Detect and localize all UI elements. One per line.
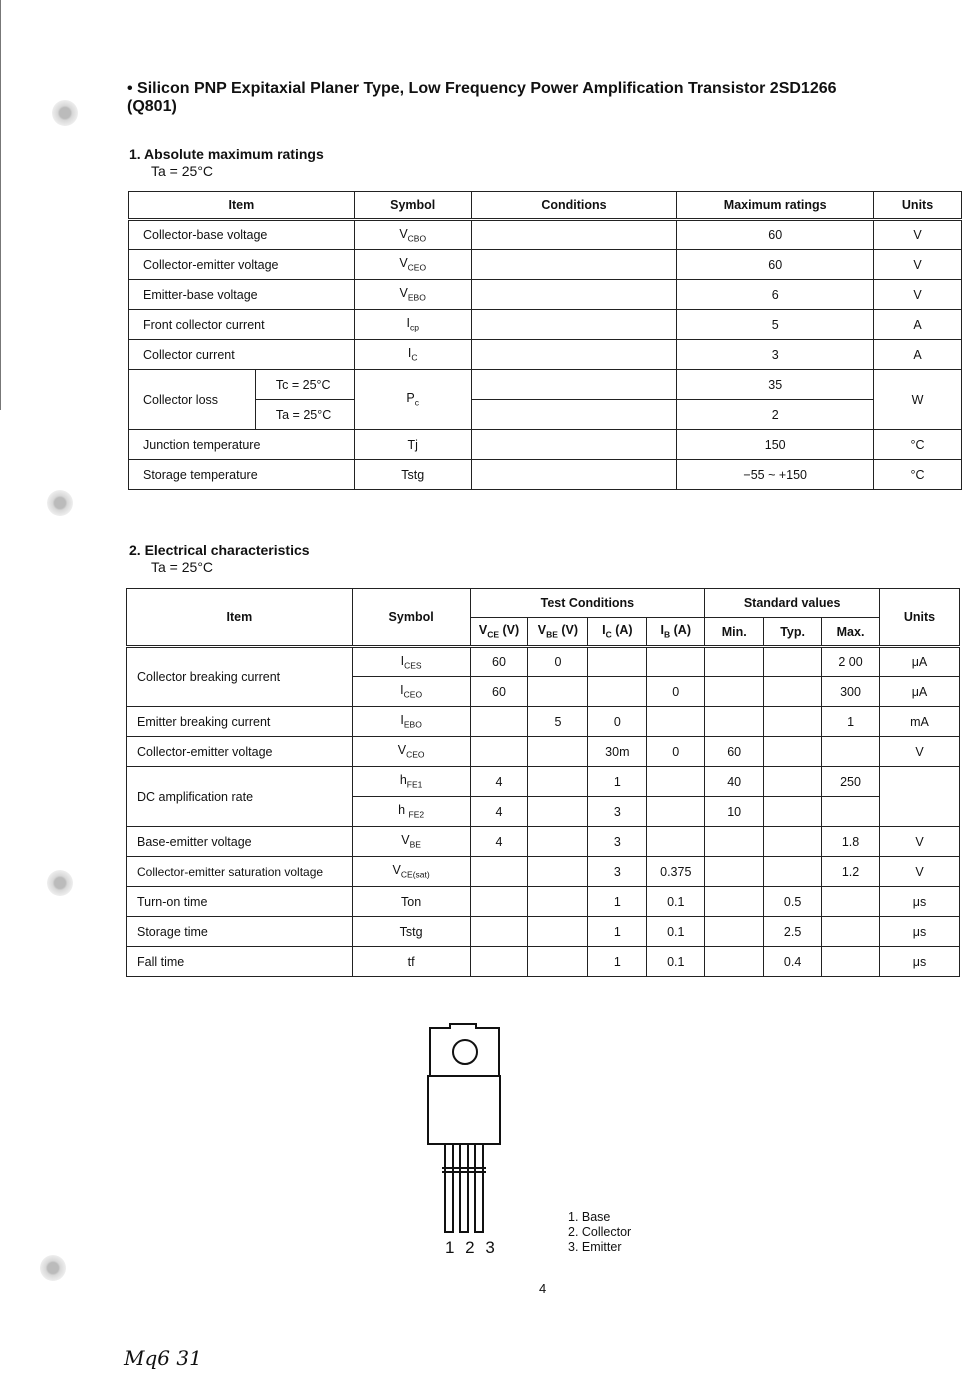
table-row: Fall time tf 1 0.1 0.4 μs (127, 947, 960, 977)
package-tab (430, 1024, 499, 1076)
table-row: Collector-emitter voltage $V_{CEO}$ 30m 0 60 V (127, 737, 960, 767)
t2-header-max: Max. (822, 618, 880, 647)
table-row: Turn-on time Ton 1 0.1 0.5 μs (127, 887, 960, 917)
page-edge-line (0, 0, 1, 410)
table-row: Emitter-base voltage $V_{EBO}$ 6 V (129, 280, 962, 310)
pin-legend (568, 1210, 631, 1255)
table-row: Storage temperature Tstg −55 ~ +150 °C (129, 460, 962, 490)
t2-header-vbe: $V_{BE}$ (V) (528, 618, 588, 647)
table-row: Collector-emitter saturation voltage $V_{CE(sat)}$ 3 0.375 1.2 V (127, 857, 960, 887)
punch-hole-4 (40, 1255, 66, 1281)
lead-3 (475, 1144, 483, 1232)
handwritten-note: Mq6 31 (124, 1346, 202, 1370)
legend-item: 2. Collector (568, 1225, 632, 1239)
table-row: Front collector current $I_{cp}$ 5 A (129, 310, 962, 340)
lead-2 (460, 1144, 468, 1232)
section2-condition: Ta = 25°C (151, 559, 214, 575)
t2-header-symbol: Symbol (352, 589, 470, 647)
table-row: h $_{FE2}$ 4 3 10 (127, 797, 960, 827)
table-row: Storage time Tstg 1 0.1 2.5 μs (127, 917, 960, 947)
t2-header-test: Test Conditions (470, 589, 705, 618)
t2-header-min: Min. (705, 618, 764, 647)
t2-header-units: Units (880, 589, 960, 647)
table-row: Ta = 25°C 2 (129, 400, 962, 430)
t1-header-symbol: Symbol (354, 192, 471, 220)
legend-item: 3. Emitter (568, 1240, 622, 1254)
section1-condition: Ta = 25°C (151, 163, 214, 179)
table-row: Base-emitter voltage $V_{BE}$ 4 3 1.8 V (127, 827, 960, 857)
t2-header-ib: $I_B$ (A) (647, 618, 705, 647)
punch-hole-2 (47, 490, 73, 516)
legend-item: 1. Base (568, 1210, 611, 1224)
table-row: DC amplification rate $h_{FE1}$ 4 1 40 250 (127, 767, 960, 797)
table-row: Emitter breaking current $I_{EBO}$ 5 0 1 mA (127, 707, 960, 737)
punch-hole-3 (47, 870, 73, 896)
section1-heading: 1. Absolute maximum ratings (129, 146, 324, 162)
t1-header-units: Units (874, 192, 962, 220)
section2-heading: 2. Electrical characteristics (129, 542, 310, 558)
table-row: Collector-emitter voltage $V_{CEO}$ 60 V (129, 250, 962, 280)
mounting-hole (453, 1040, 477, 1064)
t2-header-vce: $V_{CE}$ (V) (470, 618, 528, 647)
t2-header-typ: Typ. (764, 618, 822, 647)
electrical-characteristics-table (126, 588, 960, 977)
punch-hole-1 (52, 100, 78, 126)
table-row: Collector current $I_C$ 3 A (129, 340, 962, 370)
t2-header-std: Standard values (705, 589, 880, 618)
table-row: Collector loss Tc = 25°C $P_c$ 35 W (129, 370, 962, 400)
table-row: Collector breaking current $I_{CES}$ 60 0 2 00 μA (127, 647, 960, 677)
title-line-1: • Silicon PNP Expitaxial Planer Type, Low Frequency Power Amplification Transistor 2SD1266 (127, 80, 837, 97)
table-row: $I_{CEO}$ 60 0 300 μA (127, 677, 960, 707)
t2-header-ic: $I_C$ (A) (588, 618, 647, 647)
lead-1 (445, 1144, 453, 1232)
title-line-2: (Q801) (127, 98, 177, 115)
table-row: Junction temperature Tj 150 °C (129, 430, 962, 460)
document-title (127, 80, 942, 116)
transistor-package-diagram (420, 1018, 510, 1240)
t1-header-conditions: Conditions (471, 192, 677, 220)
t2-header-item: Item (127, 589, 353, 647)
table-row: Collector-base voltage $V_{CBO}$ 60 V (129, 220, 962, 250)
t1-header-max: Maximum ratings (677, 192, 874, 220)
t1-header-item: Item (129, 192, 355, 220)
page-number: 4 (539, 1281, 547, 1296)
absolute-ratings-table (128, 191, 962, 490)
pin-numbers: 1 2 3 (445, 1238, 498, 1257)
package-body (428, 1076, 500, 1144)
